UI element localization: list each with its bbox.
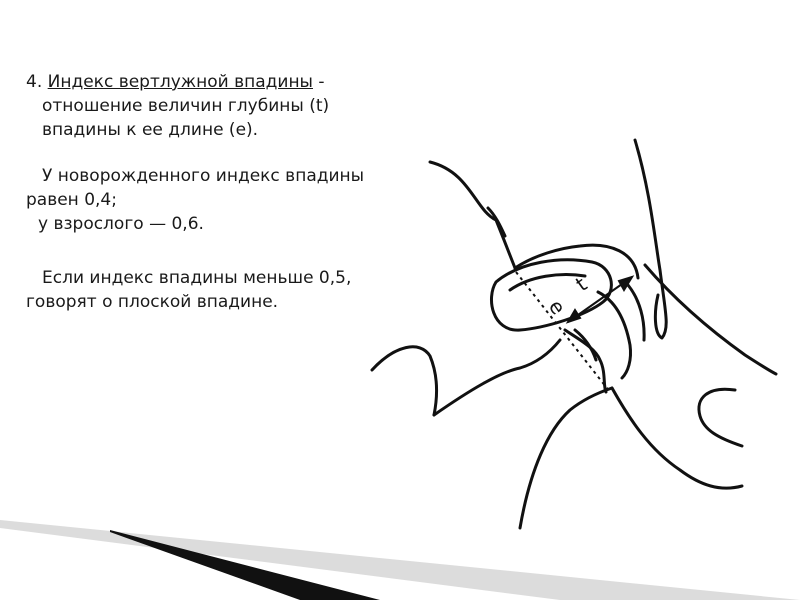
ischial-tuberosity	[699, 389, 742, 446]
femoral-shaft-left	[520, 388, 612, 528]
label-t: t	[571, 271, 592, 297]
newborn-index-text: У новорожденного индекс впадины	[42, 166, 365, 186]
item-number: 4.	[26, 72, 43, 92]
flat-acetabulum-condition: Если индекс впадины меньше 0,5,	[42, 268, 352, 288]
definition-line-3: впадины к ее длине (е).	[42, 120, 259, 140]
newborn-index-value: равен 0,4;	[26, 190, 117, 210]
ilium-outline	[430, 162, 515, 268]
depth-arrowtail	[568, 310, 580, 322]
term-heading: Индекс вертлужной впадины	[47, 72, 313, 92]
femoral-neck-upper	[434, 340, 560, 415]
ilium-inner-edge	[488, 208, 505, 236]
adult-index-value: у взрослого — 0,6.	[38, 214, 204, 234]
femoral-head-outline	[491, 260, 611, 330]
flat-acetabulum-conclusion: говорят о плоской впадине.	[26, 292, 279, 312]
left-bone-outline	[372, 347, 437, 415]
ischium-inner-edge	[628, 285, 644, 340]
definition-line-2: отношение величин глубины (t)	[42, 96, 330, 116]
length-axis-e	[516, 272, 610, 392]
measurement-lines	[516, 272, 632, 392]
bone-outlines	[372, 140, 776, 528]
label-e: e	[543, 295, 571, 319]
term-dash: -	[318, 72, 325, 92]
